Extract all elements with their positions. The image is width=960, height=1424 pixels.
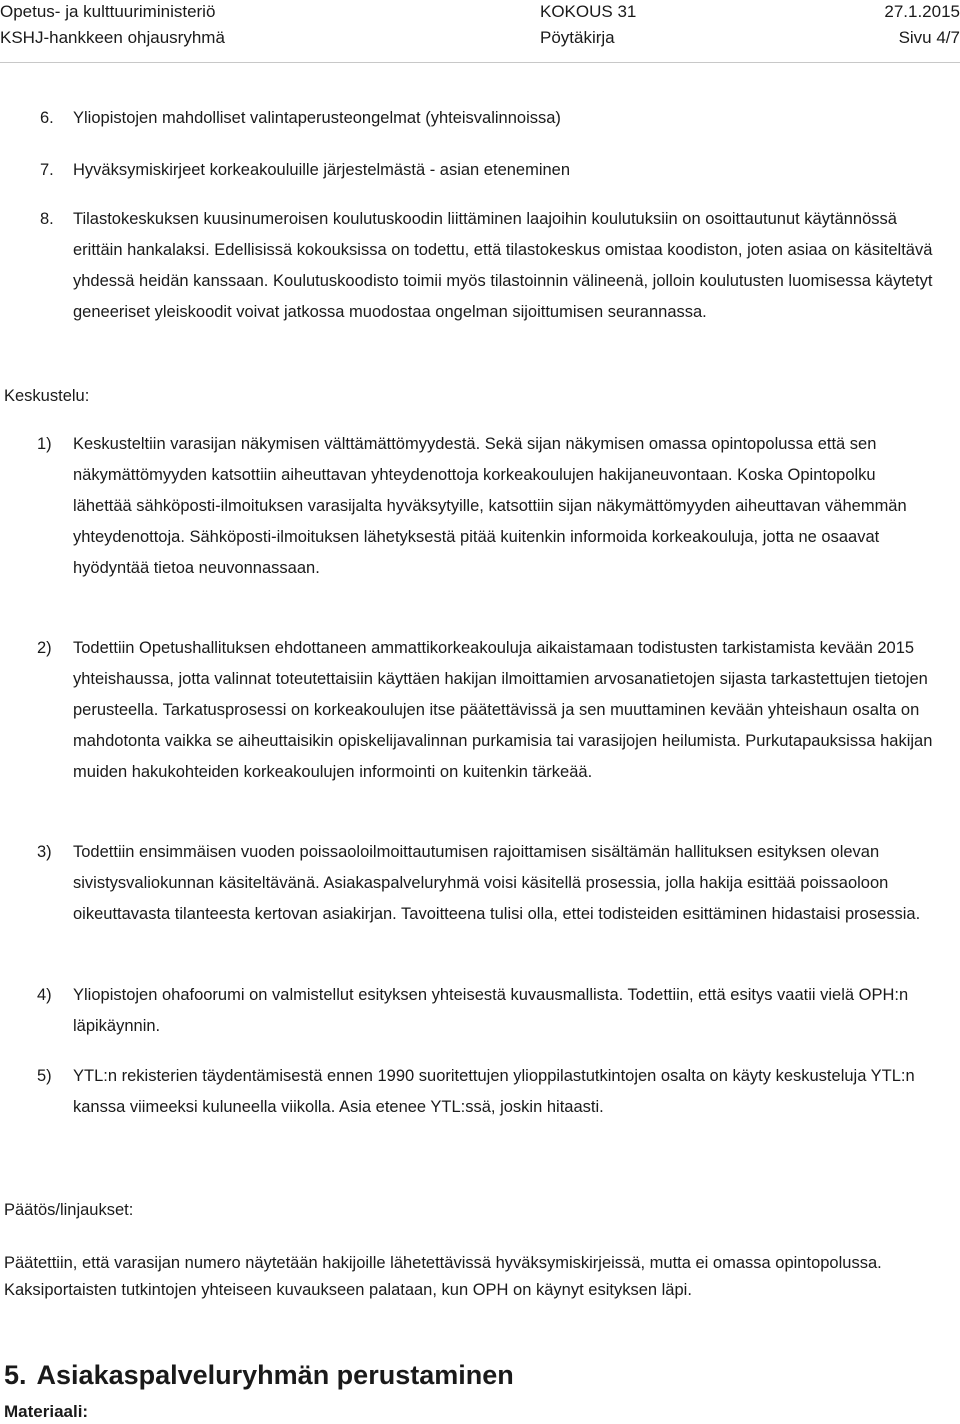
header-row-1 [0,2,960,28]
agenda-item-number: 6. [40,109,54,127]
agenda-item-number: 7. [40,161,54,179]
discussion-item-text: Yliopistojen ohafoorumi on valmistellut esityksen yhteisestä kuvausmallista. Todettiin, että esitys vaatii vielä OPH:n läpikäynnin. [73,986,909,1035]
discussion-item-4 [37,980,937,1042]
decision-text: Päätettiin, että varasijan numero näytetään hakijoille lähetettävissä hyväksymiskirjeissä, mutta ei omassa opintopolussa. Kaksiportaisten tutkintojen yhteiseen kuvaukseen palataan, kun OPH on käynyt esityksen läpi. [4,1254,882,1299]
section-number: 5. [4,1360,27,1390]
header-page-number: Sivu 4/7 [898,28,960,47]
discussion-item-3 [37,837,937,930]
discussion-item-2 [37,633,937,788]
agenda-item-number: 8. [40,210,54,228]
discussion-item-number: 3) [37,843,52,861]
section-title: Asiakaspalveluryhmän perustaminen [36,1360,514,1390]
discussion-label: Keskustelu: [4,387,90,405]
discussion-item-number: 4) [37,986,52,1004]
section-heading [4,1355,514,1395]
discussion-item-5 [37,1061,937,1123]
discussion-item-text: YTL:n rekisterien täydentämisestä ennen 1990 suoritettujen ylioppilastutkintojen osalta on käyty keskusteluja YTL:n kanssa viimeeksi kuluneella viikolla. Asia etenee YTL:ssä, joskin hitaasti. [73,1067,915,1116]
agenda-item-text: Hyväksymiskirjeet korkeakouluille järjestelmästä - asian eteneminen [73,161,571,179]
header-doc-type: Pöytäkirja [540,28,615,47]
agenda-item-text: Tilastokeskuksen kuusinumeroisen koulutuskoodin liittäminen laajoihin koulutuksiin on osoittautunut käytännössä erittäin hankalaksi. Edellisissä kokouksissa on todettu, että tilastokeskus omistaa koodiston, joten asiaa on käsiteltävä yhdessä heidän kanssaan. Koulutuskoodisto toimii myös tilastoinnin välineenä, jolloin koulutusten luomisessa käytetyt geneeriset yleiskoodit voivat jatkossa muodostaa ongelman sijoittumisen seurannassa. [73,210,933,321]
discussion-item-text: Todettiin ensimmäisen vuoden poissaoloilmoittautumisen rajoittamisen sisältämän hallituksen esityksen olevan sivistysvaliokunnan käsiteltävänä. Asiakaspalveluryhmä voisi käsitellä prosessia, jolla hakija esittää poissaoloon oikeuttavasta tilanteesta kertovan asiakirjan. Tavoitteena tulisi olla, ettei todisteiden esittäminen hidastaisi prosessia. [73,843,921,923]
discussion-item-number: 5) [37,1067,52,1085]
agenda-item-8 [40,204,940,328]
discussion-item-1 [37,429,937,584]
header-meeting: KOKOUS 31 [540,2,637,21]
decision-label: Päätös/linjaukset: [4,1201,134,1219]
discussion-item-text: Todettiin Opetushallituksen ehdottaneen ammattikorkeakouluja aikaistamaan todistusten tarkistamista kevään 2015 yhteishaussa, jotta valinnat toteutettaisiin käyttäen hakijan ilmoittamien arvosanatietojen sijasta tarkastettujen tietojen perusteella. Tarkatusprosessi on korkeakoulujen itse päätettävissä ja sen muuttaminen kevään yhteishaun osalta on mahdotonta vaikka se aiheuttaisikin opiskelijavalinnan purkamisia tai varasijojen heilumista. Purkutapauksissa hakijan muiden hakukohteiden korkeakoulujen informointi on kuitenkin tärkeää. [73,639,933,781]
material-label: Materiaali: [4,1402,89,1421]
header-row-2 [0,28,960,54]
agenda-item-6 [40,103,940,134]
discussion-item-number: 2) [37,639,52,657]
discussion-item-number: 1) [37,435,52,453]
page-header [0,0,960,63]
agenda-item-7 [40,155,940,186]
discussion-item-text: Keskusteltiin varasijan näkymisen välttämättömyydestä. Sekä sijan näkymisen omassa opintopolussa että sen näkymättömyyden katsottiin aiheuttavan yhteydenottoja korkeakoulujen hakijaneuvontaan. Koska Opintopolku lähettää sähköposti-ilmoituksen varasijalta hyväksytyille, katsottiin sijan näkymättömyyden aiheuttavan vähemmän yhteydenottoja. Sähköposti-ilmoituksen lähetyksestä pitää kuitenkin informoida korkeakouluja, jotta ne osaavat hyödyntää tietoa neuvonnassaan. [73,435,907,577]
header-group: KSHJ-hankkeen ohjausryhmä [0,28,225,47]
header-org: Opetus- ja kulttuuriministeriö [0,2,216,21]
agenda-item-text: Yliopistojen mahdolliset valintaperusteongelmat (yhteisvalinnoissa) [73,109,561,127]
header-date: 27.1.2015 [884,2,960,21]
